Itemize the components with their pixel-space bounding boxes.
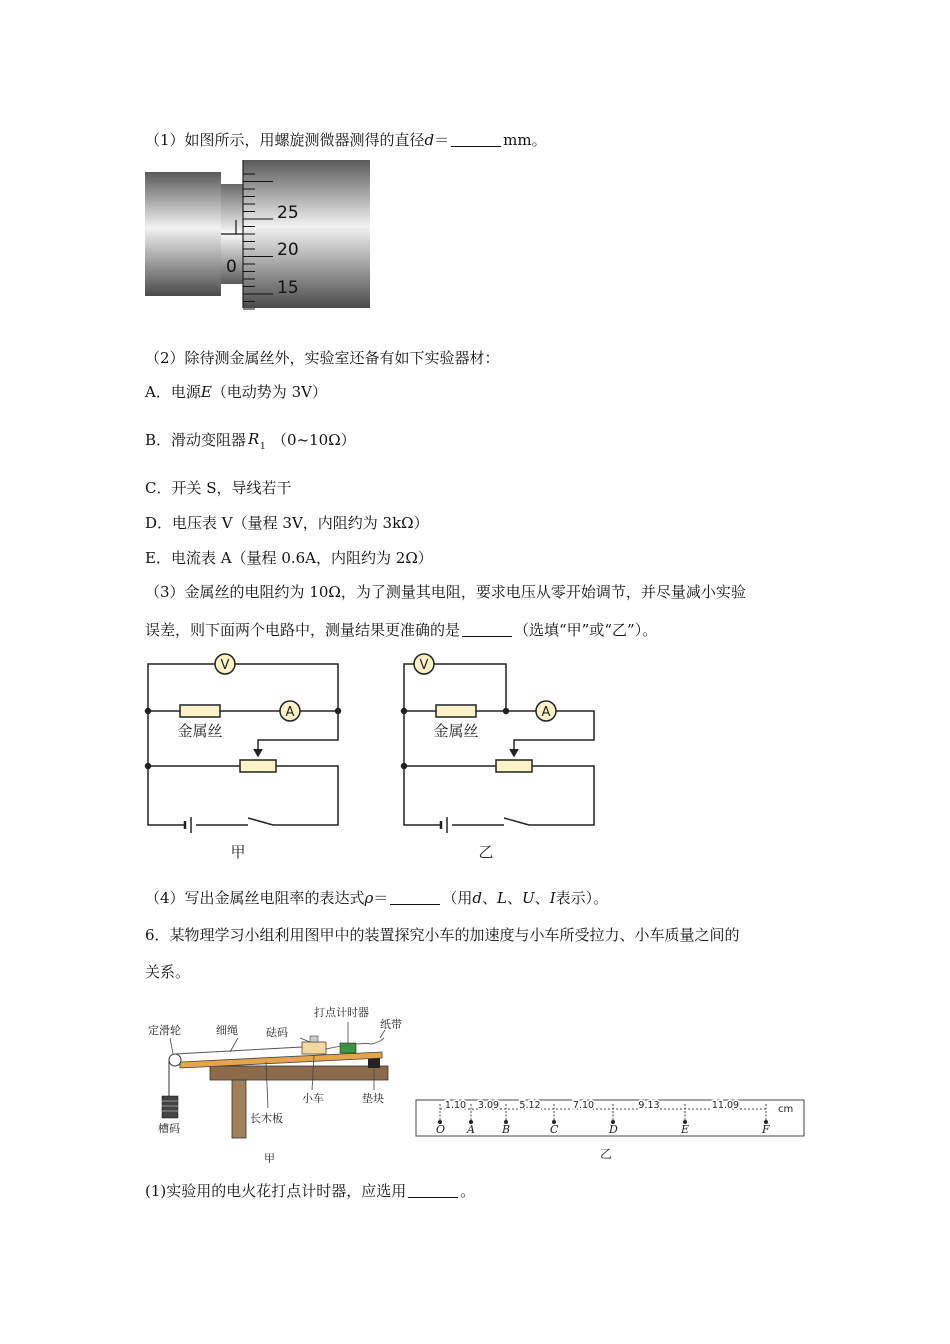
tape-point-label: D: [609, 1123, 618, 1136]
label-pulley: 定滑轮: [148, 1024, 181, 1037]
hanging-weight: [162, 1096, 178, 1118]
voltmeter-label-yi: V: [419, 658, 429, 673]
sleeve-label-0: 0: [226, 257, 237, 277]
question-3-line2: 误差，则下面两个电路中，测量结果更准确的是 （选填“甲”或“乙”）。: [145, 621, 658, 639]
tape-point-label: O: [436, 1123, 446, 1136]
option-e: E．电流表 A（量程 0.6A，内阻约为 2Ω）: [145, 549, 433, 567]
caption-jia: 甲: [230, 843, 246, 861]
answer-blank-1: [451, 131, 501, 147]
wire-label-yi: 金属丝: [433, 722, 479, 740]
label-pad: 垫块: [362, 1092, 384, 1105]
thimble-label-15: 15: [277, 278, 299, 298]
question-4: （4）写出金属丝电阻率的表达式ρ＝ （用d、L、U、I表示）。: [145, 889, 609, 907]
label-hook: 槽码: [158, 1122, 180, 1135]
answer-blank-3: [462, 621, 512, 637]
label-car: 小车: [302, 1092, 324, 1105]
table-top: [210, 1066, 388, 1080]
symbol-r1: R: [248, 430, 260, 448]
tape-figure: [415, 1098, 807, 1163]
micrometer-figure: [145, 160, 375, 310]
label-rope: 细绳: [216, 1024, 238, 1037]
tape-segment-label: 5.12: [519, 1100, 541, 1111]
tape-segment-label: 3.09: [477, 1100, 500, 1111]
label-weight: 砝码: [266, 1026, 288, 1039]
question-6-line1: 6．某物理学习小组利用图甲中的装置探究小车的加速度与小车所受拉力、小车质量之间的: [145, 926, 740, 944]
option-d: D．电压表 V（量程 3V，内阻约为 3kΩ）: [145, 514, 429, 532]
label-timer: 打点计时器: [314, 1006, 369, 1019]
weights-on-car: [310, 1036, 318, 1042]
table-leg: [232, 1080, 246, 1138]
option-b: B．滑动变阻器 R 1 （0~10Ω）: [145, 430, 356, 452]
label-board: 长木板: [250, 1112, 283, 1125]
tape-unit: cm: [778, 1104, 794, 1115]
pad-block: [368, 1058, 380, 1068]
tape-point-label: C: [550, 1123, 559, 1136]
question-6-1: (1)实验用的电火花打点计时器，应选用 。: [145, 1182, 476, 1200]
voltmeter-label-jia: V: [220, 658, 230, 673]
tape-segment-label: 7.10: [572, 1100, 595, 1111]
rheostat-yi: [496, 760, 532, 772]
apparatus-figure: [140, 1000, 410, 1170]
circuit-jia: [140, 650, 360, 865]
tape-point-label: F: [762, 1123, 770, 1136]
metal-wire-resistor-yi: [436, 705, 476, 717]
ammeter-label-yi: A: [541, 705, 551, 720]
wire-label-jia: 金属丝: [177, 722, 223, 740]
question-2-intro: （2）除待测金属丝外，实验室还备有如下实验器材：: [145, 349, 500, 367]
question-3-line1: （3）金属丝的电阻约为 10Ω，为了测量其电阻，要求电压从零开始调节，并尽量减小实验: [145, 583, 746, 601]
thimble-label-20: 20: [277, 240, 299, 260]
option-c: C．开关 S，导线若干: [145, 479, 292, 497]
rheostat-jia: [240, 760, 276, 772]
metal-wire-resistor-jia: [180, 705, 220, 717]
ammeter-label-jia: A: [285, 705, 295, 720]
thimble-label-25: 25: [277, 203, 299, 223]
car: [302, 1042, 326, 1054]
question-1: （1）如图所示，用螺旋测微器测得的直径d＝ mm。: [145, 131, 547, 149]
tape-point-label: E: [681, 1123, 690, 1136]
caption-yi: 乙: [478, 843, 494, 861]
answer-blank-6-1: [408, 1182, 458, 1198]
var-d: d: [424, 131, 435, 149]
question-6-line2: 关系。: [145, 963, 191, 981]
tape-point-label: B: [502, 1123, 511, 1136]
caption-tape: 乙: [600, 1147, 613, 1161]
label-tape: 纸带: [380, 1018, 402, 1031]
answer-blank-4: [390, 889, 440, 905]
long-board: [180, 1052, 382, 1068]
tape-segment-label: 11.09: [711, 1100, 740, 1111]
caption-apparatus: 甲: [264, 1152, 275, 1165]
circuit-yi: [396, 650, 616, 865]
tape-segment-label: 9.13: [638, 1100, 660, 1111]
tape-segment-label: 1.10: [444, 1100, 467, 1111]
tape-point-label: A: [467, 1123, 475, 1136]
micrometer-sleeve: [145, 172, 221, 296]
option-a: A．电源E（电动势为 3V）: [145, 383, 327, 401]
micrometer-thimble: [243, 160, 370, 308]
pulley: [169, 1054, 181, 1066]
